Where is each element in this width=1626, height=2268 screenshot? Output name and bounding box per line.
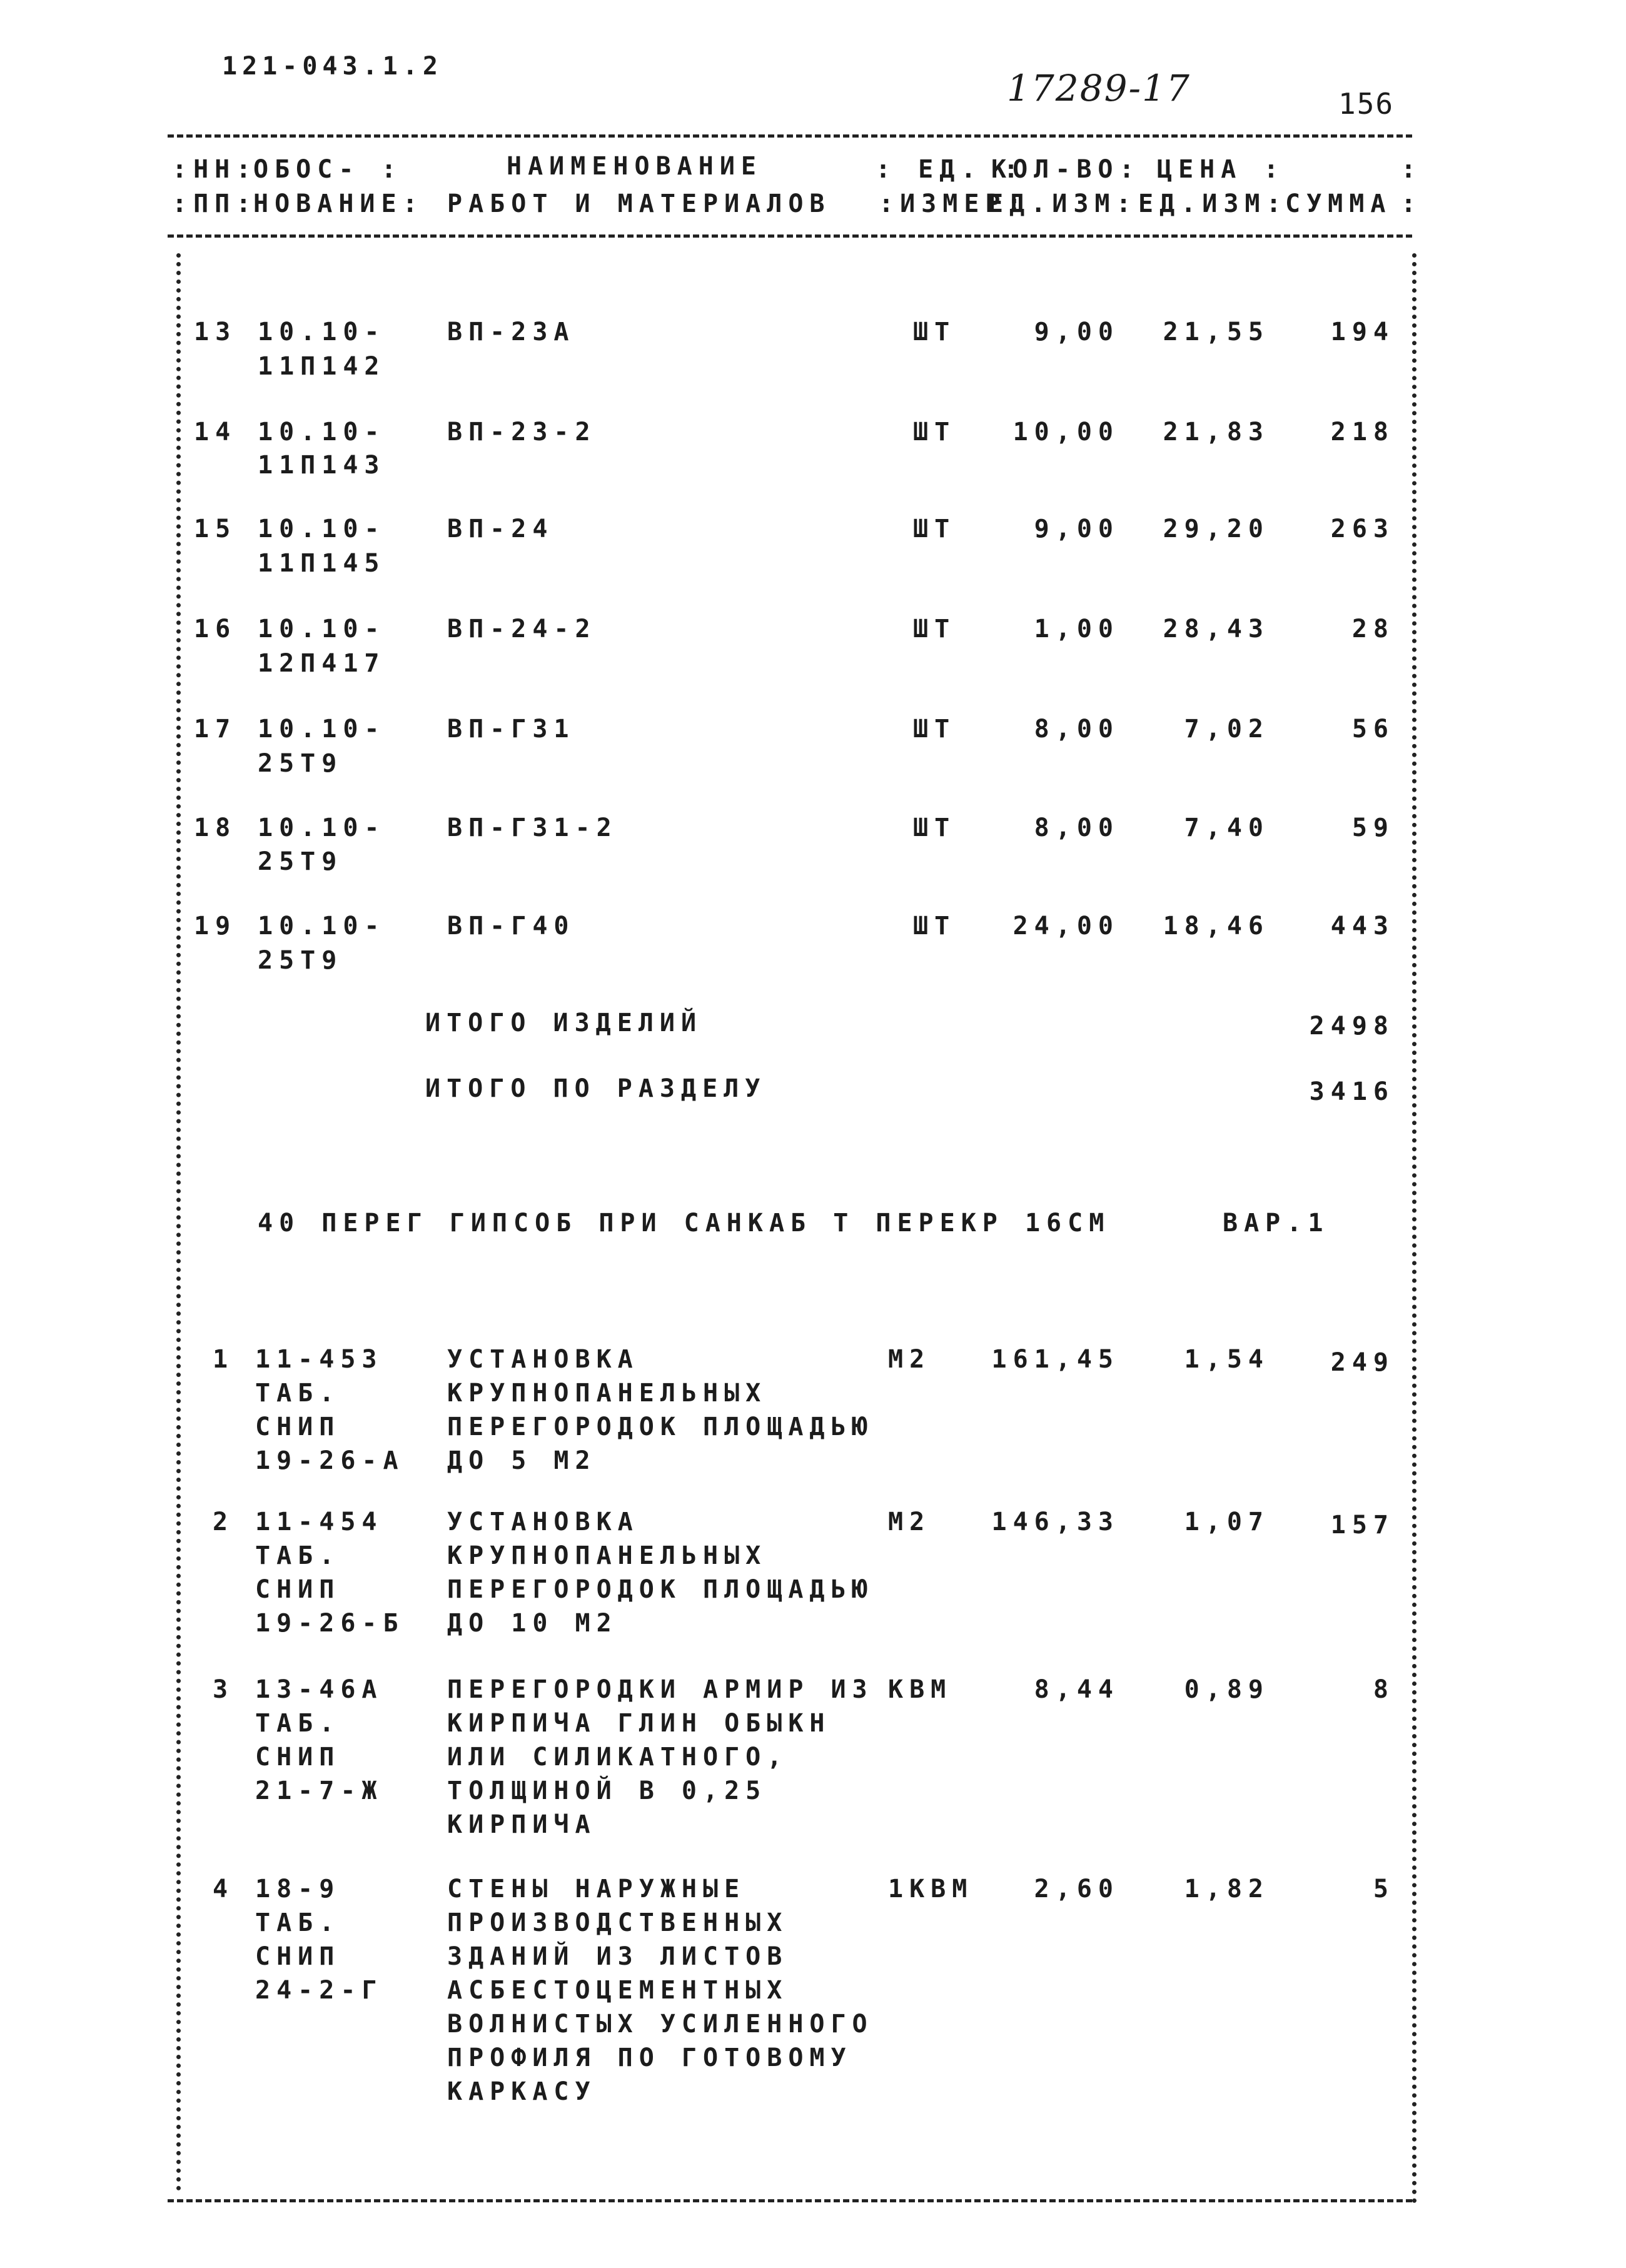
row-basis: 25Т9	[258, 946, 343, 975]
row-unit: М2	[888, 1508, 931, 1536]
row-name: ТОЛЩИНОЙ В 0,25	[447, 1777, 767, 1805]
row-name: КРУПНОПАНЕЛЬНЫХ	[447, 1379, 767, 1408]
row-qty: 161,45	[991, 1345, 1119, 1374]
row-number: 2	[213, 1508, 235, 1536]
top-border-line	[168, 134, 1412, 138]
header-name-2: РАБОТ И МАТЕРИАЛОВ	[447, 189, 831, 218]
header-price-2: ЕД.ИЗМ:	[1138, 189, 1288, 218]
total-section-label: ИТОГО ПО РАЗДЕЛУ	[425, 1074, 767, 1103]
row-name: СТЕНЫ НАРУЖНЫЕ	[447, 1875, 746, 1903]
row-number: 4	[213, 1875, 235, 1903]
header-end-2: :	[1401, 189, 1423, 218]
row-sum: 56	[1351, 715, 1395, 743]
bottom-border-line	[168, 2199, 1412, 2202]
row-number: 13	[194, 318, 237, 346]
row-basis: 10.10-	[258, 615, 386, 643]
row-qty: 8,00	[1034, 814, 1119, 842]
row-name: ВП-24	[447, 515, 554, 543]
row-qty: 8,44	[1034, 1675, 1119, 1704]
total-section-value: 3416	[1309, 1077, 1395, 1106]
row-unit: КВМ	[888, 1675, 952, 1704]
document-code: 121-043.1.2	[222, 52, 443, 81]
row-basis: ТАБ.	[255, 1709, 341, 1738]
row-unit: ШТ	[913, 318, 956, 346]
row-basis: 25Т9	[258, 749, 343, 778]
row-name: ПРОИЗВОДСТВЕННЫХ	[447, 1908, 789, 1937]
row-basis: 11-454	[255, 1508, 383, 1536]
row-qty: 8,00	[1034, 715, 1119, 743]
row-basis: СНИП	[255, 1413, 341, 1441]
row-name: ПЕРЕГОРОДКИ АРМИР ИЗ	[447, 1675, 874, 1704]
handwritten-number: 17289-17	[1007, 67, 1191, 109]
row-qty: 9,00	[1034, 318, 1119, 346]
row-basis: 19-26-А	[255, 1446, 405, 1475]
row-basis: 11П145	[258, 549, 386, 578]
row-price: 28,43	[1163, 615, 1270, 643]
row-number: 17	[194, 715, 237, 743]
row-name: КИРПИЧА	[447, 1810, 597, 1839]
row-number: 14	[194, 418, 237, 446]
header-basis-2: НОВАНИЕ:	[253, 189, 424, 218]
row-name: ВП-23-2	[447, 418, 597, 446]
row-sum: 5	[1373, 1875, 1395, 1903]
row-sum: 28	[1351, 615, 1395, 643]
row-unit: ШТ	[913, 814, 956, 842]
row-name: ИЛИ СИЛИКАТНОГО,	[447, 1743, 789, 1772]
row-number: 18	[194, 814, 237, 842]
total-products-value: 2498	[1309, 1012, 1395, 1041]
row-unit: ШТ	[913, 912, 956, 940]
header-qty-2: ЕД.ИЗМ:	[988, 189, 1138, 218]
header-separator-line	[168, 234, 1412, 238]
row-name: ВОЛНИСТЫХ УСИЛЕННОГО	[447, 2010, 874, 2039]
row-qty: 24,00	[1012, 912, 1119, 940]
section-title: 40 ПЕРЕГ ГИПСОБ ПРИ САНКАБ Т ПЕРЕКР 16СМ	[258, 1209, 1111, 1237]
row-qty: 10,00	[1012, 418, 1119, 446]
row-basis: 19-26-Б	[255, 1609, 405, 1638]
header-name-1: НАИМЕНОВАНИЕ	[507, 152, 762, 181]
header-qty-1: КОЛ-ВО:	[991, 155, 1141, 184]
right-border-line	[1412, 253, 1416, 2204]
row-unit: М2	[888, 1345, 931, 1374]
row-basis: 10.10-	[258, 912, 386, 940]
header-price-1: ЦЕНА :	[1157, 155, 1285, 184]
row-basis: 18-9	[255, 1875, 341, 1903]
row-name: КАРКАСУ	[447, 2077, 597, 2106]
row-basis: ТАБ.	[255, 1908, 341, 1937]
row-price: 1,07	[1184, 1508, 1270, 1536]
row-basis: 13-46А	[255, 1675, 383, 1704]
row-basis: ТАБ.	[255, 1379, 341, 1408]
row-basis: 11П143	[258, 451, 386, 480]
row-sum: 249	[1330, 1348, 1395, 1377]
row-sum: 443	[1330, 912, 1395, 940]
row-price: 1,82	[1184, 1875, 1270, 1903]
row-basis: 10.10-	[258, 814, 386, 842]
row-basis: 10.10-	[258, 715, 386, 743]
row-number: 19	[194, 912, 237, 940]
row-name: ВП-24-2	[447, 615, 597, 643]
row-qty: 146,33	[991, 1508, 1119, 1536]
row-name: АСБЕСТОЦЕМЕНТНЫХ	[447, 1976, 789, 2005]
section-variant: ВАР.1	[1223, 1209, 1330, 1237]
row-price: 7,40	[1184, 814, 1270, 842]
row-number: 3	[213, 1675, 235, 1704]
row-name: ВП-23А	[447, 318, 575, 346]
header-basis-1: ОБОС- :	[253, 155, 403, 184]
row-name: ВП-Г40	[447, 912, 575, 940]
row-basis: 12П417	[258, 649, 386, 678]
header-sum: СУММА	[1285, 189, 1392, 218]
total-products-label: ИТОГО ИЗДЕЛИЙ	[425, 1009, 703, 1037]
row-sum: 8	[1373, 1675, 1395, 1704]
row-sum: 194	[1330, 318, 1395, 346]
row-name: ПРОФИЛЯ ПО ГОТОВОМУ	[447, 2044, 852, 2072]
row-price: 1,54	[1184, 1345, 1270, 1374]
row-name: КРУПНОПАНЕЛЬНЫХ	[447, 1541, 767, 1570]
row-basis: 11-453	[255, 1345, 383, 1374]
row-price: 7,02	[1184, 715, 1270, 743]
row-basis: СНИП	[255, 1743, 341, 1772]
row-unit: ШТ	[913, 715, 956, 743]
row-unit: ШТ	[913, 615, 956, 643]
row-basis: 10.10-	[258, 418, 386, 446]
row-name: ВП-Г31	[447, 715, 575, 743]
row-basis: 10.10-	[258, 515, 386, 543]
row-price: 18,46	[1163, 912, 1270, 940]
row-price: 0,89	[1184, 1675, 1270, 1704]
row-name: ПЕРЕГОРОДОК ПЛОЩАДЬЮ	[447, 1413, 874, 1441]
row-unit: ШТ	[913, 418, 956, 446]
header-nn: :НН:	[172, 155, 258, 184]
header-end-1: :	[1401, 155, 1423, 184]
row-price: 21,83	[1163, 418, 1270, 446]
row-name: ЗДАНИЙ ИЗ ЛИСТОВ	[447, 1942, 789, 1971]
row-sum: 157	[1330, 1511, 1395, 1540]
row-number: 16	[194, 615, 237, 643]
row-basis: ТАБ.	[255, 1541, 341, 1570]
row-qty: 2,60	[1034, 1875, 1119, 1903]
row-qty: 9,00	[1034, 515, 1119, 543]
row-sum: 263	[1330, 515, 1395, 543]
row-basis: СНИП	[255, 1575, 341, 1604]
header-pp: :ПП:	[172, 189, 258, 218]
row-number: 1	[213, 1345, 235, 1374]
row-name: УСТАНОВКА	[447, 1345, 639, 1374]
row-qty: 1,00	[1034, 615, 1119, 643]
row-name: УСТАНОВКА	[447, 1508, 639, 1536]
row-unit: 1КВМ	[888, 1875, 974, 1903]
row-name: КИРПИЧА ГЛИН ОБЫКН	[447, 1709, 831, 1738]
row-basis: 24-2-Г	[255, 1976, 383, 2005]
row-unit: ШТ	[913, 515, 956, 543]
left-border-line	[176, 253, 181, 2192]
row-basis: 11П142	[258, 352, 386, 381]
row-name: ДО 5 М2	[447, 1446, 597, 1475]
header-unit-1: : ЕД. :	[876, 155, 1025, 184]
row-name: ДО 10 М2	[447, 1609, 618, 1638]
page-number: 156	[1338, 87, 1395, 121]
row-price: 29,20	[1163, 515, 1270, 543]
row-basis: 10.10-	[258, 318, 386, 346]
row-name: ВП-Г31-2	[447, 814, 618, 842]
row-basis: 25Т9	[258, 847, 343, 876]
row-sum: 59	[1351, 814, 1395, 842]
row-price: 21,55	[1163, 318, 1270, 346]
row-number: 15	[194, 515, 237, 543]
row-name: ПЕРЕГОРОДОК ПЛОЩАДЬЮ	[447, 1575, 874, 1604]
row-basis: 21-7-Ж	[255, 1777, 383, 1805]
row-basis: СНИП	[255, 1942, 341, 1971]
row-sum: 218	[1330, 418, 1395, 446]
header-unit-2: :ИЗМЕР:	[879, 189, 1028, 218]
